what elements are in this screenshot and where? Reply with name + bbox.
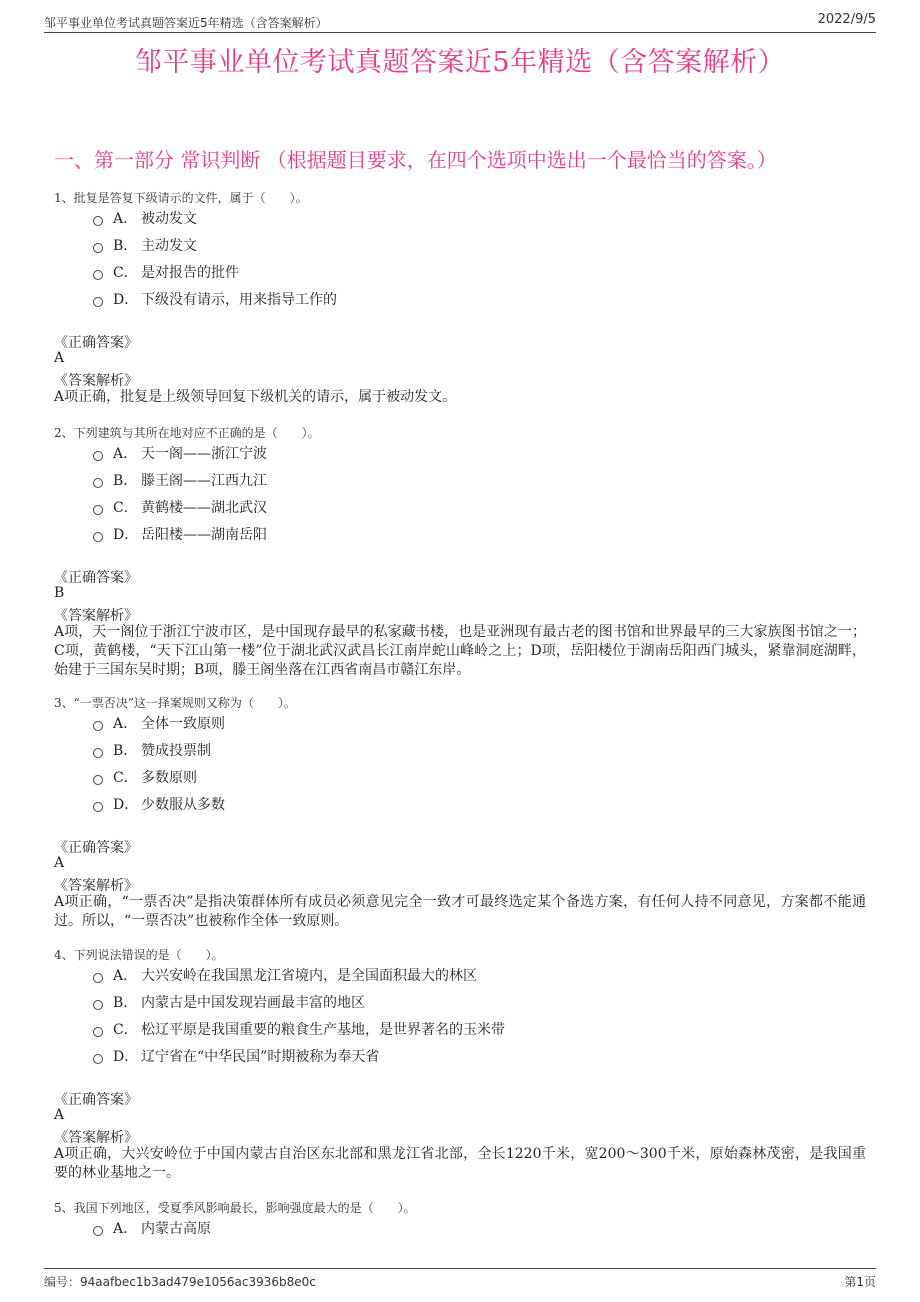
question-stem: 1、批复是答复下级请示的文件，属于（ ）。 [54,191,308,205]
explanation-label: 《答案解析》 [54,878,138,894]
option-a[interactable] [93,208,197,228]
option-text: 多数原则 [141,770,197,786]
radio-icon[interactable] [93,505,103,515]
option-text: 松辽平原是我国重要的粮食生产基地，是世界著名的玉米带 [141,1022,505,1038]
option-letter: D． [113,1049,139,1065]
option-text: 主动发文 [141,238,197,254]
radio-icon[interactable] [93,775,103,785]
answer-value: B [54,585,65,601]
option-text: 是对报告的批件 [141,265,239,281]
option-text: 少数服从多数 [141,797,225,813]
option-text: 赞成投票制 [141,743,211,759]
question-stem: 2、下列建筑与其所在地对应不正确的是（ ）。 [54,426,320,440]
option-c[interactable] [93,497,267,517]
answer-value: A [54,1107,65,1123]
option-text: 被动发文 [141,211,197,227]
answer-label: 《正确答案》 [54,1092,138,1108]
option-letter: A． [113,716,138,732]
radio-icon[interactable] [93,532,103,542]
question-stem: 3、“一票否决”这一择案规则又称为（ ）。 [54,696,296,710]
page-footer [44,1268,876,1293]
option-d[interactable] [93,794,225,814]
option-c[interactable] [93,767,197,787]
answer-label: 《正确答案》 [54,335,138,351]
option-text: 滕王阁——江西九江 [141,473,267,489]
option-text: 黄鹤楼——湖北武汉 [141,500,267,516]
option-letter: C． [113,770,138,786]
option-d[interactable] [93,1046,379,1066]
footer-code-label: 编号： [44,1275,81,1289]
radio-icon[interactable] [93,1027,103,1037]
radio-icon[interactable] [93,270,103,280]
question-stem: 4、下列说法错误的是（ ）。 [54,948,224,962]
question-stem: 5、我国下列地区，受夏季风影响最长，影响强度最大的是（ ）。 [54,1201,416,1215]
option-text: 内蒙古是中国发现岩画最丰富的地区 [141,995,365,1011]
radio-icon[interactable] [93,1000,103,1010]
option-d[interactable] [93,289,337,309]
footer-code-value: 94aafbec1b3ad479e1056ac3936b8e0c [80,1275,316,1289]
option-a[interactable] [93,443,267,463]
radio-icon[interactable] [93,478,103,488]
footer-code [44,1273,316,1290]
section-title: 一、第一部分 常识判断 （根据题目要求，在四个选项中选出一个最恰当的答案。） [54,148,777,172]
document-title: 邹平事业单位考试真题答案近5年精选（含答案解析） [134,47,786,78]
radio-icon[interactable] [93,243,103,253]
option-text: 岳阳楼——湖南岳阳 [141,527,267,543]
explanation-text: A项正确，大兴安岭位于中国内蒙古自治区东北部和黑龙江省北部，全长1220千米，宽200～300千米，原始森林茂密，是我国重要的林业基地之一。 [54,1146,866,1181]
option-text: 天一阁——浙江宁波 [141,446,267,462]
option-letter: C． [113,265,138,281]
option-text: 内蒙古高原 [141,1221,211,1237]
option-letter: A． [113,211,138,227]
explanation-label: 《答案解析》 [54,608,138,624]
option-letter: B． [113,238,138,254]
page-header [44,8,876,33]
option-c[interactable] [93,262,239,282]
option-letter: A． [113,968,138,984]
option-d[interactable] [93,524,267,544]
radio-icon[interactable] [93,973,103,983]
explanation-label: 《答案解析》 [54,1130,138,1146]
answer-label: 《正确答案》 [54,840,138,856]
radio-icon[interactable] [93,721,103,731]
option-text: 下级没有请示，用来指导工作的 [141,292,337,308]
option-letter: B． [113,473,138,489]
explanation-label: 《答案解析》 [54,373,138,389]
radio-icon[interactable] [93,1226,103,1236]
option-b[interactable] [93,235,197,255]
option-letter: A． [113,446,138,462]
option-letter: C． [113,1022,138,1038]
option-letter: D． [113,797,139,813]
option-letter: D． [113,292,139,308]
explanation-text: A项，天一阁位于浙江宁波市区，是中国现存最早的私家藏书楼，也是亚洲现有最古老的图书馆和世界最早的三大家族图书馆之一；C项，黄鹤楼，“天下江山第一楼”位于湖北武汉武昌长江南岸蛇山峰岭之上；D项，岳阳楼位于湖南岳阳西门城头，紧靠洞庭湖畔，始建于三国东吴时期；B项，滕王阁坐落在江西省南昌市赣江东岸。 [54,624,866,678]
option-text: 辽宁省在“中华民国”时期被称为奉天省 [141,1049,380,1065]
option-text: 全体一致原则 [141,716,225,732]
radio-icon[interactable] [93,802,103,812]
explanation-text: A项正确，批复是上级领导回复下级机关的请示，属于被动发文。 [54,389,457,405]
option-text: 大兴安岭在我国黑龙江省境内，是全国面积最大的林区 [141,968,477,984]
option-letter: B． [113,743,138,759]
answer-value: A [54,855,65,871]
radio-icon[interactable] [93,748,103,758]
option-a[interactable] [93,713,225,733]
option-letter: D． [113,527,139,543]
radio-icon[interactable] [93,451,103,461]
option-b[interactable] [93,992,365,1012]
option-a[interactable] [93,1218,211,1238]
explanation-text: A项正确，“一票否决”是指决策群体所有成员必须意见完全一致才可最终选定某个备选方案，有任何人持不同意见，方案都不能通过。所以，“一票否决”也被称作全体一致原则。 [54,894,866,929]
option-letter: C． [113,500,138,516]
radio-icon[interactable] [93,1054,103,1064]
header-date: 2022/9/5 [817,12,876,27]
option-letter: A． [113,1221,138,1237]
option-a[interactable] [93,965,477,985]
option-b[interactable] [93,470,267,490]
radio-icon[interactable] [93,297,103,307]
radio-icon[interactable] [93,216,103,226]
answer-value: A [54,350,65,366]
option-c[interactable] [93,1019,505,1039]
header-doc-name: 邹平事业单位考试真题答案近5年精选（含答案解析） [44,16,328,30]
option-b[interactable] [93,740,211,760]
answer-label: 《正确答案》 [54,570,138,586]
page-number: 第1页 [844,1275,876,1289]
option-letter: B． [113,995,138,1011]
